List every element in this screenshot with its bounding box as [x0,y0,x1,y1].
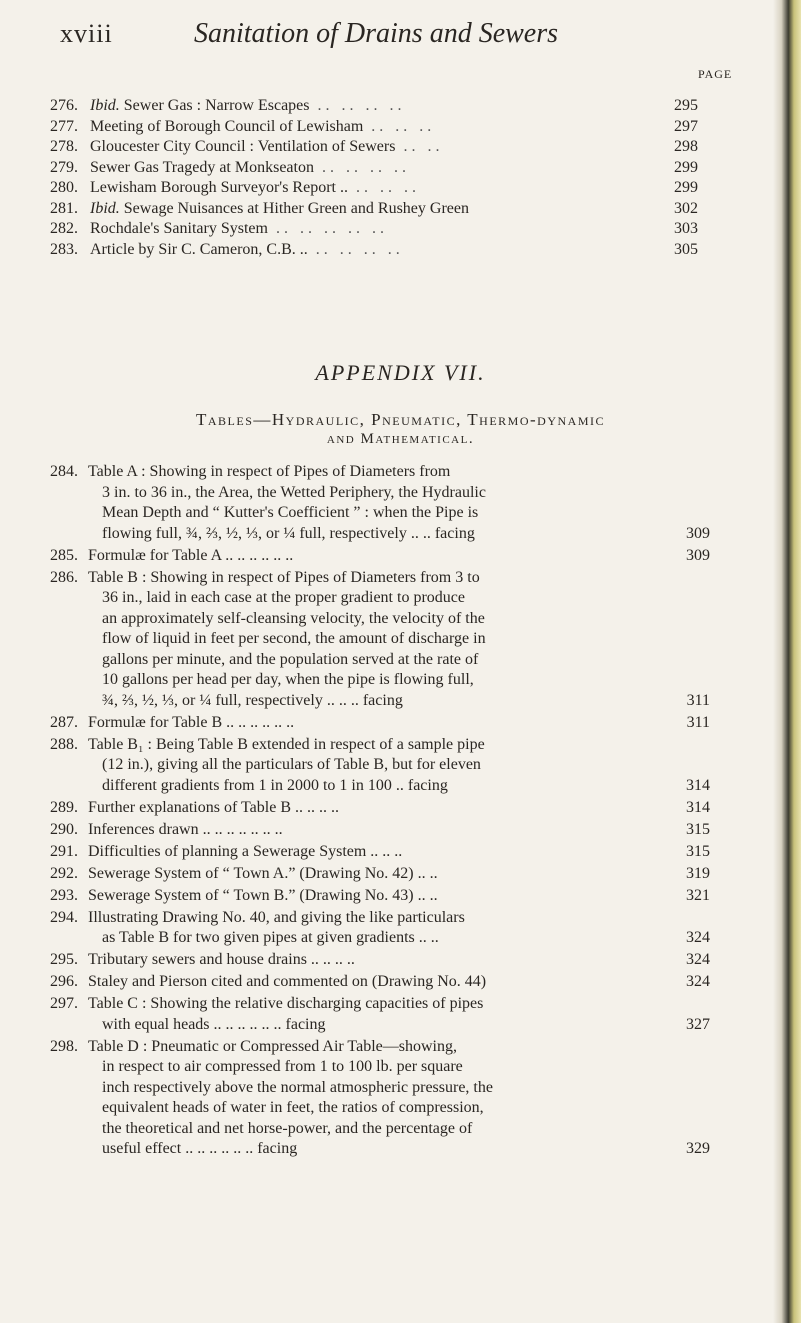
entry-line: Tributary sewers and house drains .. .. .. .. [88,951,355,968]
toc-row-text: Lewisham Borough Surveyor's Report .. .. .. .. [90,179,420,196]
entry-line: Table B₁ : Being Table B extended in respect of a sample pipe [88,735,485,753]
entry-page: 315 [686,842,710,860]
entry-text [88,546,658,567]
appendix-title: APPENDIX VII. [315,360,486,385]
entry-text [88,842,658,863]
entry-line: flow of liquid in feet per second, the amount of discharge in [102,630,486,647]
entry-line: different gradients from 1 in 2000 to 1 in 100 .. facing [102,776,448,794]
page-column-label: PAGE [698,67,733,81]
toc-row-text: Gloucester City Council : Ventilation of Sewers .. .. [90,138,444,155]
entry-line: Sewerage System of “ Town A.” (Drawing No. 42) .. .. [88,864,438,882]
toc-row-number: 276. [50,97,78,114]
entry-text [88,972,658,993]
entry-page: 311 [686,691,710,709]
entry-page: 314 [686,798,710,816]
entry-number: 285. [50,546,78,564]
entry-line: flowing full, ¾, ⅔, ½, ⅓, or ¼ full, respectively .. .. facing [102,524,475,542]
entry-line: an approximately self-cleansing velocity, the velocity of the [102,609,485,627]
entry-line: Formulæ for Table A .. .. .. .. .. .. [88,546,294,564]
toc-row-page: 297 [674,117,698,135]
entry-number: 288. [50,735,78,753]
entry-page: 309 [686,524,710,542]
entry-line: Inferences drawn .. .. .. .. .. .. .. [88,820,283,838]
toc-row-text: Article by Sir C. Cameron, C.B. .. .. .. .. .. [90,240,404,258]
entry-line: Table A : Showing in respect of Pipes of Diameters from [88,463,451,480]
running-header [60,18,559,49]
running-title: Sanitation of Drains and Sewers [194,18,559,49]
entry-line: 3 in. to 36 in., the Area, the Wetted Periphery, the Hydraulic [102,483,486,501]
toc-row-number: 279. [50,158,78,176]
entry-text [88,713,658,734]
entry-line: (12 in.), giving all the particulars of Table B, but for eleven [102,756,481,773]
entry-text [88,798,658,819]
appendix-subtitle-line2: and Mathematical. [326,431,475,447]
entry-line: gallons per minute, and the population served at the rate of [102,650,479,668]
entry-page: 324 [686,929,710,946]
entry-line: the theoretical and net horse-power, and the percentage of [102,1119,473,1137]
entry-page: 321 [686,886,710,904]
toc-row-page: 299 [674,158,698,176]
entry-page: 314 [686,776,710,794]
entry-line: as Table B for two given pipes at given gradients .. .. [102,929,439,946]
entry-text [88,568,658,712]
toc-row-page: 299 [674,179,698,196]
toc-row-page: 295 [674,97,698,114]
entry-number: 293. [50,886,78,904]
entry-page: 327 [686,1015,710,1033]
entry-line: Mean Depth and “ Kutter's Coefficient ” : when the Pipe is [102,504,479,521]
entry-number: 294. [50,908,78,926]
toc-row-number: 283. [50,240,78,258]
entry-page: 324 [686,973,710,990]
page-numeral: xviii [60,19,113,48]
entry-number: 289. [50,798,78,816]
entry-number: 295. [50,951,78,968]
entry-number: 298. [50,1037,78,1055]
entry-line: 10 gallons per head per day, when the pipe is flowing full, [102,671,474,688]
toc-row-text: Ibid. Sewage Nuisances at Hither Green and Rushey Green [90,199,469,217]
entry-line: ¾, ⅔, ½, ⅓, or ¼ full, respectively .. .. .. facing [102,691,403,709]
entry-text [88,820,658,841]
page-edge [773,0,801,1323]
entry-text [88,886,658,907]
entry-line: Table C : Showing the relative discharging capacities of pipes [88,995,484,1012]
entry-text [88,864,658,885]
toc-row-number: 278. [50,138,78,155]
entry-line: Further explanations of Table B .. .. .. .. [88,798,339,816]
toc-row-number: 281. [50,199,78,217]
entry-number: 292. [50,864,78,882]
toc-row-page: 302 [674,199,698,217]
entry-line: Staley and Pierson cited and commented on (Drawing No. 44) [88,973,487,990]
toc-row-page: 305 [674,240,698,258]
entry-line: with equal heads .. .. .. .. .. .. facing [102,1015,326,1033]
entry-line: 36 in., laid in each case at the proper gradient to produce [102,589,465,606]
toc-row-number: 282. [50,220,78,237]
entry-number: 291. [50,842,78,860]
entry-line: Table B : Showing in respect of Pipes of Diameters from 3 to [88,568,480,586]
entry-text [88,950,658,971]
toc-row-text: Rochdale's Sanitary System .. .. .. .. .. [90,220,388,237]
entry-number: 284. [50,463,78,480]
entry-line: equivalent heads of water in feet, the ratios of compression, [102,1099,484,1116]
entry-line: useful effect .. .. .. .. .. .. facing [102,1140,298,1157]
toc-row-number: 277. [50,117,78,135]
entry-page: 309 [686,546,710,564]
toc-row-page: 298 [674,138,698,155]
entry-text [88,908,658,949]
toc-row-page: 303 [674,220,698,237]
entry-line: inch respectively above the normal atmospheric pressure, the [102,1078,493,1096]
toc-row-number: 280. [50,179,78,196]
entry-page: 315 [686,820,710,838]
entry-line: Difficulties of planning a Sewerage System .. .. .. [88,842,403,860]
appendix-subtitle-line1: Tables—Hydraulic, Pneumatic, Thermo-dynamic [195,410,606,429]
entry-number: 296. [50,973,78,990]
entry-text [88,462,658,544]
entry-line: Formulæ for Table B .. .. .. .. .. .. [88,713,295,731]
entry-text [88,735,658,797]
entry-line: Sewerage System of “ Town B.” (Drawing No. 43) .. .. [88,886,438,904]
entry-number: 290. [50,820,78,838]
entry-line: Illustrating Drawing No. 40, and giving the like particulars [88,908,465,926]
toc-row-text: Sewer Gas Tragedy at Monkseaton .. .. .. .. [90,158,410,176]
entry-page: 324 [686,951,710,968]
entry-page: 311 [686,713,710,731]
entry-text [88,1037,658,1160]
entry-number: 287. [50,713,78,731]
entry-line: in respect to air compressed from 1 to 100 lb. per square [102,1058,463,1075]
entry-line: Table D : Pneumatic or Compressed Air Table—showing, [88,1037,457,1055]
entry-text [88,994,658,1035]
entry-number: 297. [50,995,78,1012]
entry-page: 329 [686,1140,710,1157]
toc-row-text: Ibid. Sewer Gas : Narrow Escapes .. .. .. .. [90,97,406,114]
entry-page: 319 [686,864,710,882]
entry-number: 286. [50,568,78,586]
toc-row-text: Meeting of Borough Council of Lewisham .. .. .. [90,117,436,135]
